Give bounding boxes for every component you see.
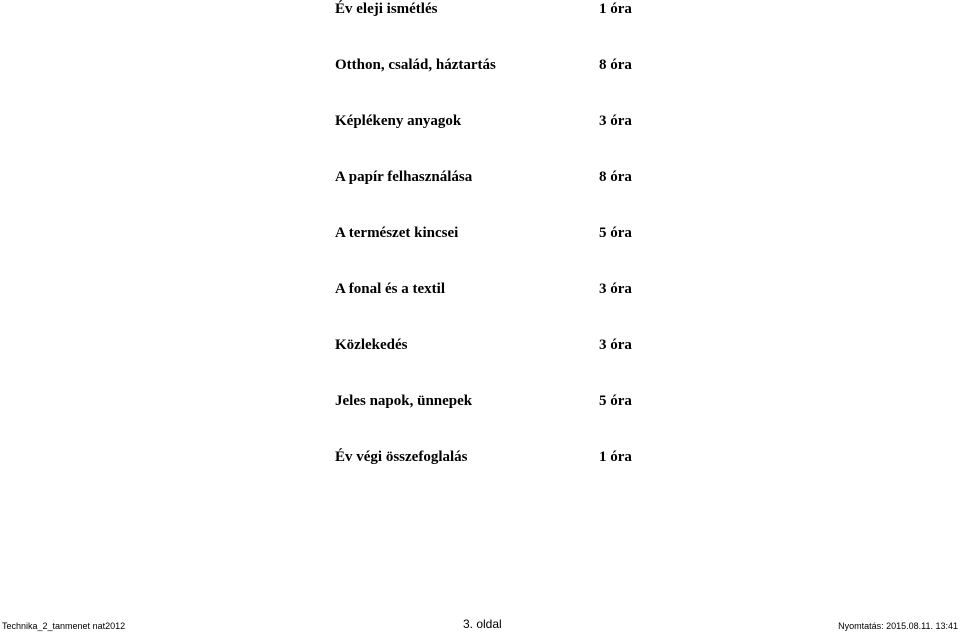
topic-name: Közlekedés <box>335 337 408 353</box>
topic-name: Otthon, család, háztartás <box>335 57 496 73</box>
topic-hours: 3 óra <box>599 113 632 129</box>
topic-name: A természet kincsei <box>335 225 459 241</box>
topic-hours: 1 óra <box>599 1 632 17</box>
topic-row <box>335 168 655 224</box>
topic-hours: 5 óra <box>599 225 632 241</box>
footer-print-date: Nyomtatás: 2015.08.11. 13:41 <box>838 621 958 631</box>
topic-row <box>335 336 655 392</box>
footer-page-number: 3. oldal <box>463 617 502 631</box>
topic-row <box>335 0 655 56</box>
topic-name: A fonal és a textil <box>335 281 445 297</box>
topic-name: Jeles napok, ünnepek <box>335 393 473 409</box>
topic-row <box>335 56 655 112</box>
topic-row <box>335 448 655 504</box>
topic-row <box>335 112 655 168</box>
topic-list <box>335 0 655 504</box>
topic-row <box>335 392 655 448</box>
topic-name: A papír felhasználása <box>335 169 473 185</box>
topic-row <box>335 280 655 336</box>
topic-hours: 3 óra <box>599 337 632 353</box>
topic-hours: 8 óra <box>599 169 632 185</box>
topic-hours: 1 óra <box>599 449 632 465</box>
topic-name: Képlékeny anyagok <box>335 113 462 129</box>
topic-hours: 8 óra <box>599 57 632 73</box>
topic-hours: 5 óra <box>599 393 632 409</box>
topic-name: Év végi összefoglalás <box>335 449 468 465</box>
topic-hours: 3 óra <box>599 281 632 297</box>
topic-row <box>335 224 655 280</box>
topic-name: Év eleji ismétlés <box>335 1 438 17</box>
footer-filename: Technika_2_tanmenet nat2012 <box>2 621 126 631</box>
